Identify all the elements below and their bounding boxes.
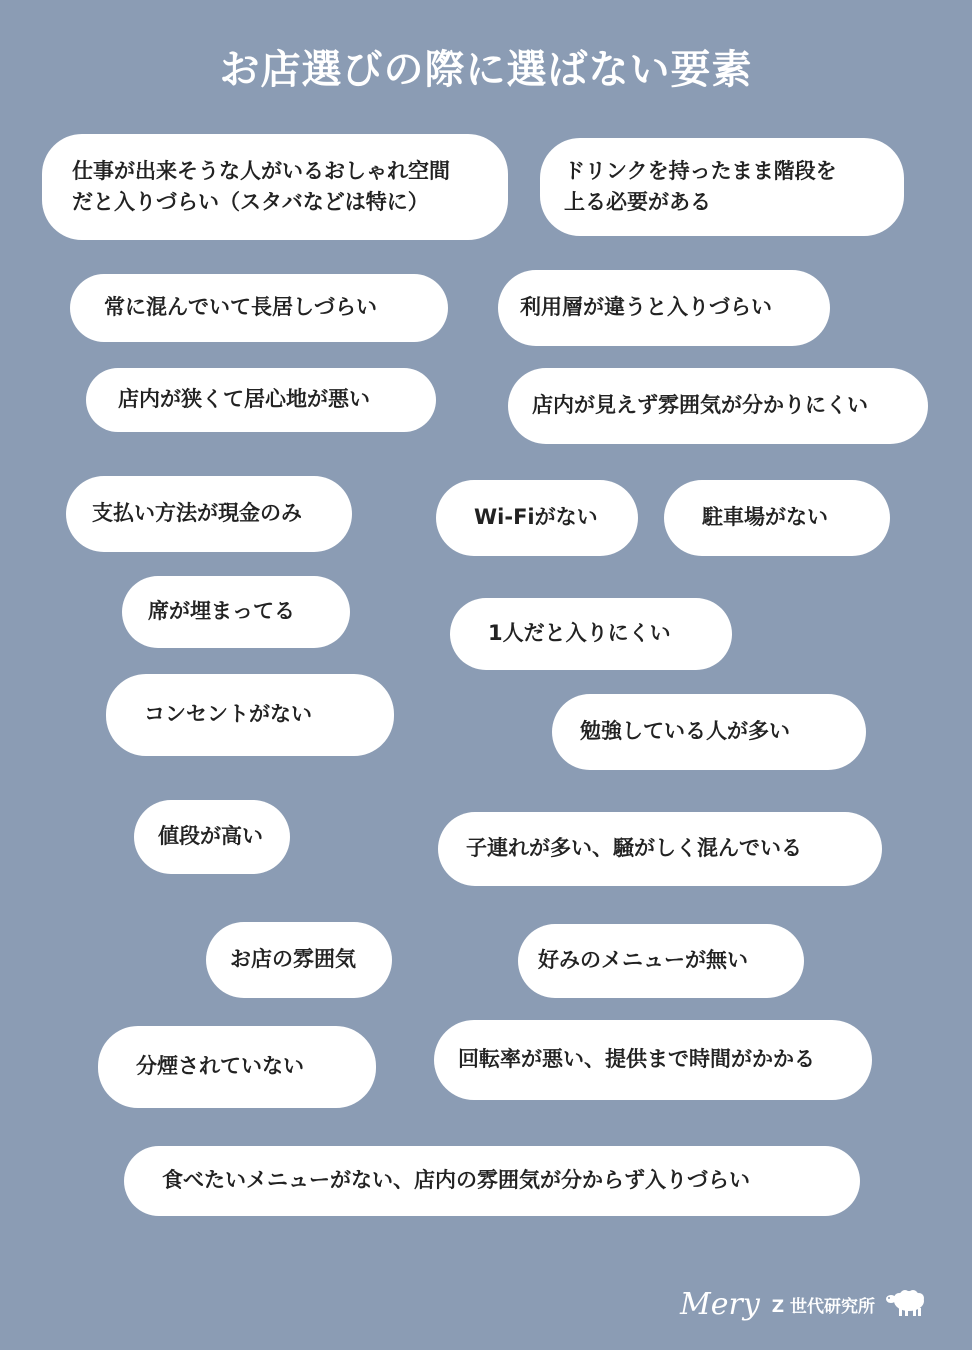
reason-bubble	[122, 576, 350, 648]
reason-text: 利用層が違うと入りづらい	[520, 295, 772, 320]
reason-text: 1人だと入りにくい	[488, 621, 671, 646]
reason-text: 支払い方法が現金のみ	[92, 501, 302, 526]
reason-bubble	[86, 368, 436, 432]
reason-text-line: だと入りづらい（スタバなどは特に）	[72, 190, 429, 214]
reason-text: 好みのメニューが無い	[538, 948, 748, 973]
reason-bubble	[98, 1026, 376, 1108]
reason-bubble	[540, 138, 904, 236]
reason-bubble	[134, 800, 290, 874]
reason-text: 分煙されていない	[136, 1054, 304, 1079]
reason-text: 勉強している人が多い	[580, 719, 790, 744]
reason-text: 常に混んでいて長居しづらい	[104, 295, 377, 320]
reason-text: 店内が見えず雰囲気が分かりにくい	[532, 393, 868, 418]
reason-bubble	[106, 674, 394, 756]
reason-bubble	[552, 694, 866, 770]
reason-bubble	[70, 274, 448, 342]
reason-text: 子連れが多い、騒がしく混んでいる	[466, 836, 802, 861]
brand-logo: Mery	[680, 1286, 760, 1322]
reason-bubble	[66, 476, 352, 552]
reason-bubble	[124, 1146, 860, 1216]
reason-text: 席が埋まってる	[148, 599, 295, 624]
reason-bubble	[434, 1020, 872, 1100]
reason-bubble	[518, 924, 804, 998]
reason-text: Wi-Fiがない	[474, 505, 598, 530]
reason-text: 回転率が悪い、提供まで時間がかかる	[458, 1047, 815, 1072]
page-title: お店選びの際に選ばない要素	[219, 47, 753, 93]
brand-label: Z 世代研究所	[771, 1296, 876, 1317]
reason-text: 食べたいメニューがない、店内の雰囲気が分からず入りづらい	[162, 1168, 750, 1193]
reason-text: 店内が狭くて居心地が悪い	[118, 387, 370, 412]
reason-bubble	[664, 480, 890, 556]
reason-bubble	[438, 812, 882, 886]
sheep-icon	[885, 1286, 929, 1322]
reason-bubble	[508, 368, 928, 444]
reason-bubble	[450, 598, 732, 670]
reason-bubble	[436, 480, 638, 556]
reason-bubble	[42, 134, 508, 240]
reason-bubble	[206, 922, 392, 998]
reason-text: コンセントがない	[144, 702, 312, 727]
reason-text-line: ドリンクを持ったまま階段を	[564, 158, 837, 183]
reason-text: お店の雰囲気	[230, 947, 356, 972]
reason-text: 駐車場がない	[702, 505, 828, 530]
brand-footer	[680, 1284, 929, 1324]
reason-bubble	[498, 270, 830, 346]
reason-text-line: 上る必要がある	[564, 190, 711, 214]
reason-text: 値段が高い	[158, 824, 263, 849]
reason-text-line: 仕事が出来そうな人がいるおしゃれ空間	[72, 158, 450, 183]
